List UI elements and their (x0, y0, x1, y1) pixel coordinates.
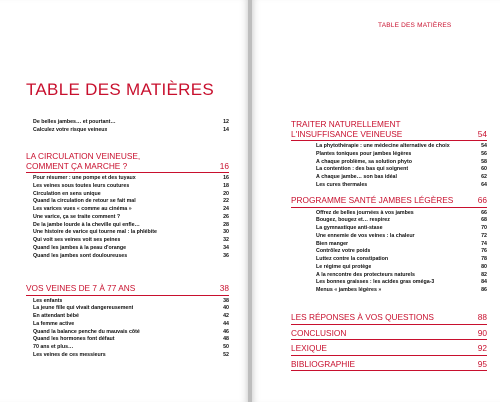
toc-entry (26, 206, 229, 214)
toc-entry-title: La jeune fille qui vivait dangereusement (33, 305, 134, 312)
section-rule (291, 207, 487, 208)
toc-entry (26, 344, 229, 352)
intro-section (33, 119, 229, 135)
section-rule (291, 370, 487, 371)
toc-entry-page: 86 (481, 287, 487, 294)
toc-entry-page: 68 (481, 217, 487, 224)
section-heading-title: LA CIRCULATION VEINEUSE, COMMENT ÇA MARCHE ? (26, 151, 141, 171)
section-heading-title: LES RÉPONSES À VOS QUESTIONS (291, 312, 434, 322)
toc-entry-title: Les veines sous toutes leurs coutures (33, 182, 130, 189)
section-veines-ages (26, 284, 229, 360)
toc-entry-title: Quand les jambes à la peau d'orange (33, 244, 127, 251)
section-heading-page: 16 (219, 160, 229, 171)
toc-entry-page: 76 (481, 248, 487, 255)
toc-entry-page: 24 (223, 206, 229, 213)
toc-entry-page: 46 (223, 328, 229, 335)
toc-entry-title: Les bonnes graisses : les acides gras oméga-3 (316, 279, 435, 286)
right-page (252, 0, 500, 402)
toc-entry-title: La contention : des bas qui soignent (316, 166, 409, 173)
toc-entry-page: 62 (481, 174, 487, 181)
toc-entry (291, 233, 487, 241)
toc-entry (26, 183, 229, 191)
toc-entry-title: Circulation en sens unique (33, 190, 101, 197)
toc-entry-title: Une histoire de varice qui tourne mal : la phlébite (33, 229, 157, 236)
section-rule (26, 172, 229, 173)
toc-entry (291, 210, 487, 218)
left-page (0, 0, 248, 402)
toc-entry-page: 72 (481, 232, 487, 239)
toc-entry-page: 60 (481, 166, 487, 173)
toc-entry-page: 74 (481, 240, 487, 247)
toc-entry-page: 44 (223, 320, 229, 327)
intro-entries (33, 119, 229, 135)
toc-entry-page: 48 (223, 336, 229, 343)
toc-entry-page: 40 (223, 305, 229, 312)
toc-entry-title: Bougez, bougez et… respirez (316, 217, 390, 224)
toc-entry-title: Quand la balance penche du mauvais côté (33, 328, 140, 335)
toc-entry-title: Bien manger (316, 240, 349, 247)
section-heading (291, 120, 487, 139)
toc-entry (26, 198, 229, 206)
toc-entry (291, 166, 487, 174)
toc-entry-page: 16 (223, 175, 229, 182)
toc-entry (26, 336, 229, 344)
toc-entry-page: 80 (481, 263, 487, 270)
toc-entry (26, 222, 229, 230)
section-heading-title: TRAITER NATURELLEMENT L'INSUFFISANCE VEINEUSE (291, 119, 403, 139)
toc-entry (291, 151, 487, 159)
toc-entry-title: La femme active (33, 320, 75, 327)
section-traiter (291, 120, 487, 190)
toc-entry-title: Qui voit ses veines voit ses peines (33, 237, 121, 244)
toc-entry-page: 82 (481, 271, 487, 278)
section-circulation (26, 152, 229, 260)
toc-entry-title: Le régime qui protège (316, 263, 372, 270)
toc-entry (26, 305, 229, 313)
toc-entry (26, 329, 229, 337)
toc-entry-page: 20 (223, 190, 229, 197)
toc-entry-title: Menus « jambes légères » (316, 287, 382, 294)
toc-entry-title: La gymnastique anti-stase (316, 225, 383, 232)
toc-entry-page: 14 (223, 126, 229, 133)
toc-entry-title: Les veines de ces messieurs (33, 351, 106, 358)
toc-entry (291, 256, 487, 264)
toc-entry (33, 127, 229, 135)
section-rule (26, 295, 229, 296)
section-heading (26, 284, 229, 294)
toc-entry (291, 264, 487, 272)
toc-entry-title: En attendant bébé (33, 313, 79, 320)
toc-entry (291, 225, 487, 233)
toc-entry (26, 245, 229, 253)
toc-entry-page: 12 (223, 119, 229, 125)
section-rule (291, 355, 487, 356)
toc-entry-title: À la rencontre des protecteurs naturels (316, 271, 415, 278)
toc-entry-title: De la jambe lourde à la cheville qui enfle… (33, 221, 140, 228)
toc-entry-title: Une ennemie de vos veines : la chaleur (316, 232, 415, 239)
toc-entry (26, 352, 229, 360)
toc-entry-title: Les enfants (33, 297, 63, 304)
toc-entry-page: 84 (481, 279, 487, 286)
toc-entry-title: Pour résumer : une pompe et des tuyaux (33, 175, 136, 182)
toc-entry-page: 32 (223, 237, 229, 244)
toc-entry (291, 287, 487, 295)
toc-entry-page: 18 (223, 182, 229, 189)
section-rule (291, 324, 487, 325)
toc-entry-page: 26 (223, 213, 229, 220)
section-heading-page: 54 (477, 128, 487, 139)
section-heading (291, 196, 487, 206)
toc-entry (291, 279, 487, 287)
toc-entry-page: 22 (223, 198, 229, 205)
toc-entry-title: Offrez de belles journées à vos jambes (316, 209, 414, 216)
toc-entry-page: 50 (223, 344, 229, 351)
toc-entry-title: À chaque problème, sa solution phyto (316, 158, 412, 165)
toc-entry-page: 30 (223, 229, 229, 236)
section-heading-title: CONCLUSION (291, 327, 347, 338)
section-heading-page: 92 (477, 343, 487, 354)
section-heading-title: BIBLIOGRAPHIE (291, 358, 356, 369)
toc-entry (291, 241, 487, 249)
toc-entry-title: Plantes toniques pour jambes légères (316, 150, 412, 157)
section-heading-page: 38 (219, 283, 229, 293)
toc-entry-page: 36 (223, 252, 229, 259)
toc-entry-page: 58 (481, 158, 487, 165)
toc-entry-title: À chaque jambe… son bas idéal (316, 174, 397, 181)
toc-entry (26, 321, 229, 329)
toc-entry-title: Les varices vues « comme au cinéma » (33, 206, 132, 213)
section-heading-title: PROGRAMME SANTÉ JAMBES LÉGÈRES (291, 195, 454, 205)
section-rule (291, 140, 487, 141)
section-heading (26, 152, 229, 171)
section-heading-title: VOS VEINES DE 7 À 77 ANS (26, 283, 136, 293)
toc-entry-title: Luttez contre la constipation (316, 256, 389, 263)
toc-entry-title: De belles jambes… et pourtant… (33, 119, 116, 125)
running-head: TABLE DES MATIÈRES (378, 22, 452, 29)
toc-entry-page: 66 (481, 209, 487, 216)
section-rule (291, 339, 487, 340)
section-heading (291, 329, 487, 339)
toc-entry-page: 38 (223, 297, 229, 304)
section-heading (291, 360, 487, 370)
toc-entry-page: 52 (223, 351, 229, 358)
toc-entry (291, 272, 487, 280)
toc-entry-title: La phytothérapie : une médecine alternative de choix (316, 143, 450, 150)
toc-entry (33, 119, 229, 127)
toc-entry-page: 54 (481, 143, 487, 150)
toc-entry (291, 217, 487, 225)
tail-sections (291, 309, 487, 373)
section-heading-page: 66 (477, 195, 487, 205)
toc-entry-title: Calculez votre risque veineux (33, 126, 108, 133)
toc-entry-page: 78 (481, 256, 487, 263)
section-programme (291, 196, 487, 295)
section-heading-page: 90 (477, 327, 487, 338)
toc-entry-page: 34 (223, 244, 229, 251)
toc-title: TABLE DES MATIÈRES (26, 80, 215, 99)
toc-entry (26, 214, 229, 222)
toc-entry-title: Quand les jambes sont douloureuses (33, 252, 128, 259)
toc-entry (26, 253, 229, 261)
section-heading (291, 313, 487, 323)
toc-entry-page: 70 (481, 225, 487, 232)
toc-entry-page: 42 (223, 313, 229, 320)
toc-entry-title: Quand la circulation de retour se fait mal (33, 198, 136, 205)
toc-entry (26, 313, 229, 321)
toc-entry-title: 70 ans et plus… (33, 344, 74, 351)
toc-entry (26, 191, 229, 199)
toc-entry (291, 182, 487, 190)
toc-entry (26, 298, 229, 306)
toc-entry (291, 174, 487, 182)
toc-entry-page: 28 (223, 221, 229, 228)
toc-entry-title: Les cures thermales (316, 181, 368, 188)
toc-entry (26, 175, 229, 183)
toc-entry (291, 159, 487, 167)
toc-entry (26, 229, 229, 237)
toc-entry (26, 237, 229, 245)
section-heading-page: 95 (477, 358, 487, 369)
toc-entry (291, 143, 487, 151)
section-heading-page: 88 (477, 312, 487, 322)
toc-entry-title: Une varice, ça se traite comment ? (33, 213, 121, 220)
toc-entry-page: 56 (481, 150, 487, 157)
toc-entry (291, 248, 487, 256)
toc-entry-title: Contrôlez votre poids (316, 248, 371, 255)
toc-entry-page: 64 (481, 181, 487, 188)
toc-entry-title: Quand les hormones font défaut (33, 336, 115, 343)
section-heading (291, 344, 487, 354)
section-heading-title: LEXIQUE (291, 343, 327, 354)
